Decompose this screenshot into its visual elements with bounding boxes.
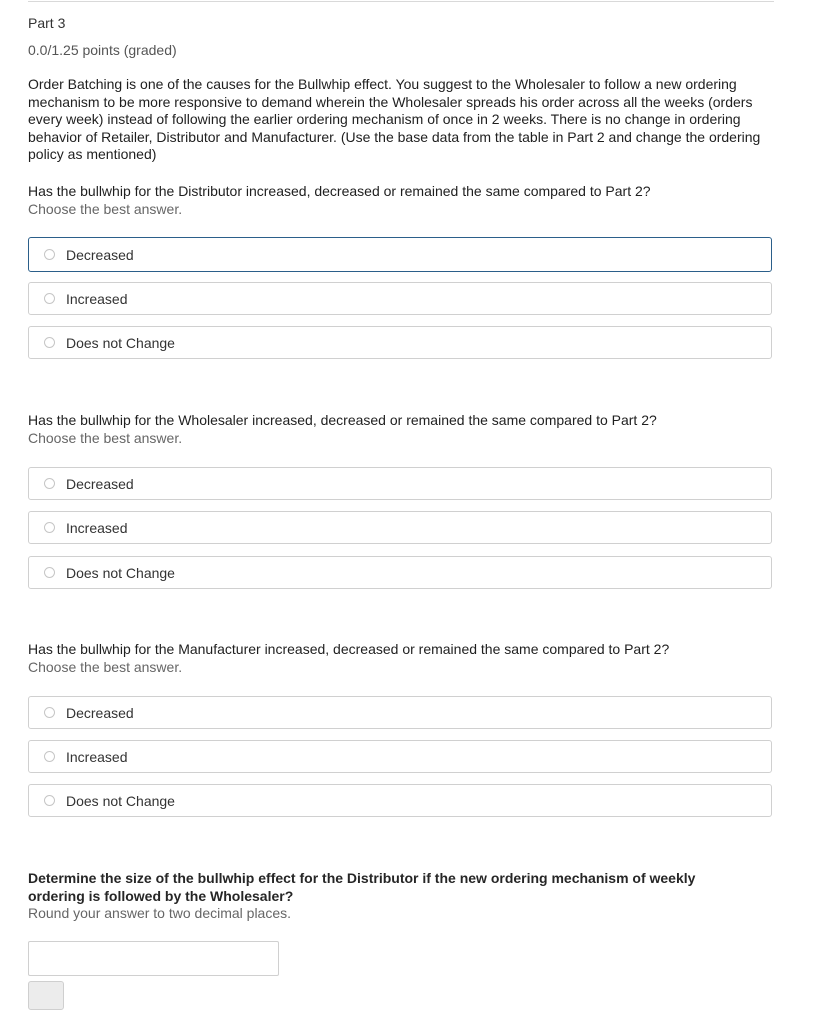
option-label: Increased [66, 519, 128, 536]
radio-circle-icon[interactable] [44, 795, 55, 806]
radio-circle-icon[interactable] [44, 478, 55, 489]
option-label: Does not Change [66, 334, 175, 351]
radio-circle-icon[interactable] [44, 567, 55, 578]
radio-circle-icon[interactable] [44, 293, 55, 304]
question-distributor-hint: Choose the best answer. [28, 201, 183, 217]
radio-circle-icon[interactable] [44, 337, 55, 348]
option-label: Increased [66, 290, 128, 307]
submit-button[interactable] [28, 981, 64, 1010]
top-divider [28, 1, 774, 2]
radio-circle-icon[interactable] [44, 707, 55, 718]
manufacturer-option-decreased[interactable] [28, 696, 772, 729]
part-title: Part 3 [28, 15, 66, 31]
problem-description: Order Batching is one of the causes for the Bullwhip effect. You suggest to the Wholesaler to follow a new ordering mechanism to be more responsive to demand wherein the Wholesaler spreads his order across all the weeks (orders every week) instead of following the earlier ordering mechanism of once in 2 weeks. There is no change in ordering behavior of Retailer, Distributor and Manufacturer. (Use the base data from the table in Part 2 and change the ordering policy as mentioned) [28, 76, 761, 163]
distributor-option-increased[interactable] [28, 282, 772, 315]
numeric-question-hint: Round your answer to two decimal places. [28, 905, 292, 921]
question-wholesaler-hint: Choose the best answer. [28, 430, 183, 446]
distributor-option-decreased[interactable] [28, 237, 772, 272]
question-manufacturer-prompt: Has the bullwhip for the Manufacturer increased, decreased or remained the same compared to Part 2? [28, 641, 670, 657]
question-distributor-prompt: Has the bullwhip for the Distributor increased, decreased or remained the same compared to Part 2? [28, 183, 651, 199]
radio-circle-icon[interactable] [44, 522, 55, 533]
option-label: Increased [66, 748, 128, 765]
question-wholesaler-prompt: Has the bullwhip for the Wholesaler increased, decreased or remained the same compared to Part 2? [28, 412, 657, 428]
points-label: 0.0/1.25 points (graded) [28, 42, 177, 58]
manufacturer-option-increased[interactable] [28, 740, 772, 773]
numeric-question-prompt: Determine the size of the bullwhip effect for the Distributor if the new ordering mechanism of weekly ordering is followed by the Wholesaler? [28, 870, 696, 904]
manufacturer-option-does-not-change[interactable] [28, 784, 772, 817]
option-label: Decreased [66, 475, 134, 492]
distributor-option-does-not-change[interactable] [28, 326, 772, 359]
question-manufacturer-hint: Choose the best answer. [28, 659, 183, 675]
option-label: Does not Change [66, 792, 175, 809]
wholesaler-option-increased[interactable] [28, 511, 772, 544]
wholesaler-option-does-not-change[interactable] [28, 556, 772, 589]
bullwhip-answer-input[interactable] [28, 941, 279, 976]
radio-circle-icon[interactable] [44, 249, 55, 260]
option-label: Does not Change [66, 564, 175, 581]
radio-circle-icon[interactable] [44, 751, 55, 762]
wholesaler-option-decreased[interactable] [28, 467, 772, 500]
option-label: Decreased [66, 704, 134, 721]
option-label: Decreased [66, 246, 134, 263]
